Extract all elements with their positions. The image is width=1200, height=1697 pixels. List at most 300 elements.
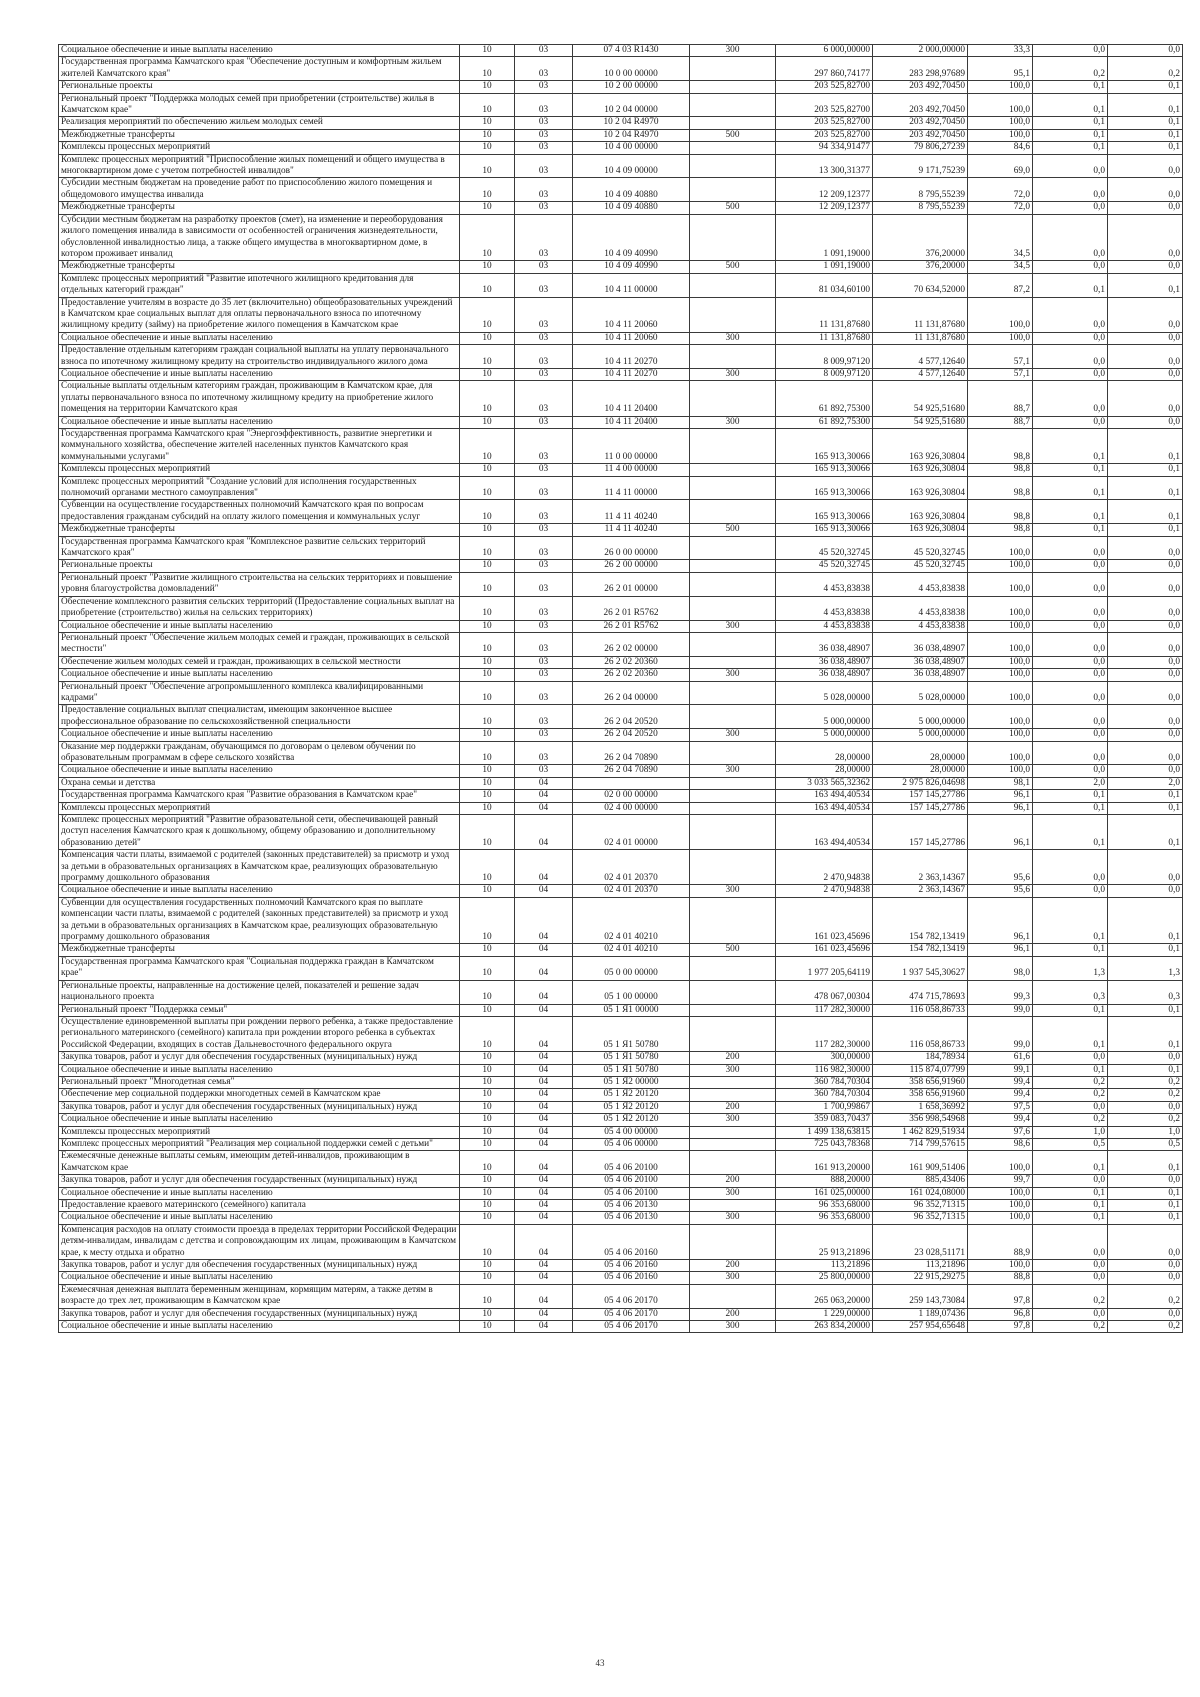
executed-amount-cell: 36 038,48907 [873,656,968,668]
planned-amount-cell: 96 353,68000 [776,1200,873,1212]
section-code-cell: 10 [460,332,515,344]
expense-type-code-cell [690,560,776,572]
section-code-cell: 10 [460,790,515,802]
page-number: 43 [595,1658,605,1668]
section-code-cell: 10 [460,1187,515,1199]
executed-amount-cell: 885,43406 [873,1175,968,1187]
table-row [59,57,1183,81]
target-article-code-cell: 07 4 03 R1430 [573,45,690,57]
subsection-code-cell: 04 [515,850,573,885]
subsection-code-cell: 03 [515,381,573,416]
item-name-cell: Субсидии местным бюджетам на разработку проектов (смет), на изменение и переоборудования жилого помещения инвалида в зависимости от особенностей ограничения жизнедеятельности, обусловленной инвалидностью лица, а также общего имущества в многоквартирном доме, в котором проживает инвалид [59,214,460,261]
subsection-code-cell: 04 [515,956,573,980]
executed-amount-cell: 376,20000 [873,261,968,273]
planned-amount-cell: 36 038,48907 [776,669,873,681]
expense-type-code-cell [690,1151,776,1175]
table-row [59,332,1183,344]
execution-percent-cell: 97,5 [968,1101,1033,1113]
executed-amount-cell: 1 189,07436 [873,1308,968,1320]
section-code-cell: 10 [460,815,515,850]
share-percent-a-cell: 0,1 [1033,815,1108,850]
target-article-code-cell: 05 1 Я1 00000 [573,1004,690,1016]
expense-type-code-cell: 200 [690,1260,776,1272]
share-percent-a-cell: 0,0 [1033,381,1108,416]
item-name-cell: Комплексы процессных мероприятий [59,142,460,154]
target-article-code-cell: 11 4 11 40240 [573,524,690,536]
expense-type-code-cell [690,536,776,560]
item-name-cell: Закупка товаров, работ и услуг для обеспечения государственных (муниципальных) нужд [59,1101,460,1113]
expense-type-code-cell [690,345,776,369]
executed-amount-cell: 376,20000 [873,214,968,261]
expense-type-code-cell [690,1126,776,1138]
planned-amount-cell: 94 334,91477 [776,142,873,154]
section-code-cell: 10 [460,656,515,668]
expense-type-code-cell: 300 [690,669,776,681]
planned-amount-cell: 3 033 565,32362 [776,777,873,789]
expense-type-code-cell [690,777,776,789]
subsection-code-cell: 03 [515,741,573,765]
share-percent-a-cell: 0,1 [1033,117,1108,129]
share-percent-a-cell: 0,0 [1033,368,1108,380]
expense-type-code-cell [690,464,776,476]
expense-type-code-cell [690,790,776,802]
share-percent-b-cell: 0,1 [1108,815,1183,850]
table-row [59,500,1183,524]
executed-amount-cell: 184,78934 [873,1052,968,1064]
item-name-cell: Социальные выплаты отдельным категориям граждан, проживающим в Камчатском крае, для уплаты первоначального взноса по ипотечному жилищному кредиту на приобретение жилого помещения на территории Камчатского края [59,381,460,416]
planned-amount-cell: 4 453,83838 [776,596,873,620]
executed-amount-cell: 5 000,00000 [873,729,968,741]
target-article-code-cell: 05 4 06 20170 [573,1308,690,1320]
section-code-cell: 10 [460,57,515,81]
share-percent-b-cell: 0,0 [1108,1308,1183,1320]
section-code-cell: 10 [460,1284,515,1308]
section-code-cell: 10 [460,1200,515,1212]
target-article-code-cell: 26 2 01 R5762 [573,620,690,632]
subsection-code-cell: 03 [515,620,573,632]
section-code-cell: 10 [460,129,515,141]
planned-amount-cell: 45 520,32745 [776,536,873,560]
table-row [59,765,1183,777]
section-code-cell: 10 [460,632,515,656]
table-row [59,214,1183,261]
target-article-code-cell: 10 4 11 20400 [573,381,690,416]
executed-amount-cell: 36 038,48907 [873,632,968,656]
table-row [59,273,1183,297]
item-name-cell: Обеспечение мер социальной поддержки многодетных семей в Камчатском крае [59,1089,460,1101]
subsection-code-cell: 03 [515,57,573,81]
item-name-cell: Предоставление краевого материнского (семейного) капитала [59,1200,460,1212]
share-percent-a-cell: 0,1 [1033,129,1108,141]
share-percent-a-cell: 0,0 [1033,214,1108,261]
section-code-cell: 10 [460,202,515,214]
share-percent-a-cell: 0,0 [1033,850,1108,885]
execution-percent-cell: 100,0 [968,705,1033,729]
section-code-cell: 10 [460,620,515,632]
planned-amount-cell: 161 025,00000 [776,1187,873,1199]
table-row [59,897,1183,944]
target-article-code-cell [573,777,690,789]
section-code-cell: 10 [460,1089,515,1101]
share-percent-b-cell: 0,2 [1108,1114,1183,1126]
table-row [59,572,1183,596]
execution-percent-cell: 100,0 [968,1212,1033,1224]
executed-amount-cell: 157 145,27786 [873,815,968,850]
table-row [59,729,1183,741]
item-name-cell: Социальное обеспечение и иные выплаты населению [59,765,460,777]
item-name-cell: Межбюджетные трансферты [59,261,460,273]
subsection-code-cell: 04 [515,1004,573,1016]
share-percent-b-cell: 0,3 [1108,980,1183,1004]
executed-amount-cell: 163 926,30804 [873,476,968,500]
item-name-cell: Комплексы процессных мероприятий [59,464,460,476]
target-article-code-cell: 05 1 Я2 20120 [573,1101,690,1113]
execution-percent-cell: 100,0 [968,1187,1033,1199]
execution-percent-cell: 98,8 [968,429,1033,464]
share-percent-b-cell: 0,0 [1108,729,1183,741]
executed-amount-cell: 474 715,78693 [873,980,968,1004]
item-name-cell: Социальное обеспечение и иные выплаты населению [59,1064,460,1076]
item-name-cell: Субвенции для осуществления государственных полномочий Камчатского края по выплате компенсации части платы, взимаемой с родителей (законных представителей) за присмотр и уход за детьми в образовательных организациях в Камчатском крае, реализующих образовательную программу дошкольного образования [59,897,460,944]
executed-amount-cell: 45 520,32745 [873,536,968,560]
target-article-code-cell: 10 4 09 40990 [573,214,690,261]
planned-amount-cell: 165 913,30066 [776,500,873,524]
section-code-cell: 10 [460,897,515,944]
execution-percent-cell: 97,6 [968,1126,1033,1138]
share-percent-b-cell: 0,1 [1108,500,1183,524]
executed-amount-cell: 259 143,73084 [873,1284,968,1308]
section-code-cell: 10 [460,81,515,93]
target-article-code-cell: 10 4 09 00000 [573,154,690,178]
executed-amount-cell: 54 925,51680 [873,381,968,416]
share-percent-b-cell: 0,1 [1108,93,1183,117]
expense-type-code-cell [690,1284,776,1308]
subsection-code-cell: 03 [515,524,573,536]
share-percent-b-cell: 0,0 [1108,705,1183,729]
target-article-code-cell: 10 2 00 00000 [573,81,690,93]
share-percent-b-cell: 0,0 [1108,214,1183,261]
table-row [59,656,1183,668]
table-row [59,1212,1183,1224]
share-percent-a-cell: 0,0 [1033,345,1108,369]
execution-percent-cell: 98,6 [968,1138,1033,1150]
item-name-cell: Социальное обеспечение и иные выплаты населению [59,1114,460,1126]
share-percent-a-cell: 0,0 [1033,1272,1108,1284]
planned-amount-cell: 203 525,82700 [776,117,873,129]
expense-type-code-cell: 300 [690,885,776,897]
section-code-cell: 10 [460,596,515,620]
share-percent-a-cell: 0,1 [1033,273,1108,297]
planned-amount-cell: 163 494,40534 [776,802,873,814]
table-row [59,1089,1183,1101]
execution-percent-cell: 98,8 [968,500,1033,524]
share-percent-b-cell: 0,2 [1108,1321,1183,1333]
subsection-code-cell: 04 [515,1260,573,1272]
section-code-cell: 10 [460,429,515,464]
share-percent-b-cell: 0,0 [1108,261,1183,273]
table-row [59,261,1183,273]
share-percent-b-cell: 0,2 [1108,1089,1183,1101]
item-name-cell: Региональные проекты [59,560,460,572]
item-name-cell: Обеспечение комплексного развития сельских территорий (Предоставление социальных выплат на приобретение (строительство) жилья на сельских территориях) [59,596,460,620]
target-article-code-cell: 05 4 00 00000 [573,1126,690,1138]
section-code-cell: 10 [460,154,515,178]
executed-amount-cell: 161 024,08000 [873,1187,968,1199]
subsection-code-cell: 04 [515,1076,573,1088]
share-percent-b-cell: 0,5 [1108,1138,1183,1150]
target-article-code-cell: 10 4 11 00000 [573,273,690,297]
share-percent-b-cell: 0,0 [1108,885,1183,897]
planned-amount-cell: 8 009,97120 [776,368,873,380]
expense-type-code-cell: 300 [690,729,776,741]
item-name-cell: Субвенции на осуществление государственных полномочий Камчатского края по вопросам предоставления гражданам субсидий на оплату жилого помещения и коммунальных услуг [59,500,460,524]
share-percent-b-cell: 0,0 [1108,765,1183,777]
section-code-cell: 10 [460,1224,515,1259]
expense-type-code-cell [690,154,776,178]
share-percent-b-cell: 0,0 [1108,620,1183,632]
subsection-code-cell: 03 [515,261,573,273]
section-code-cell: 10 [460,1016,515,1051]
target-article-code-cell: 26 2 04 00000 [573,681,690,705]
executed-amount-cell: 2 363,14367 [873,885,968,897]
expense-type-code-cell [690,1076,776,1088]
share-percent-a-cell: 0,0 [1033,632,1108,656]
share-percent-b-cell: 0,0 [1108,656,1183,668]
planned-amount-cell: 300,00000 [776,1052,873,1064]
section-code-cell: 10 [460,741,515,765]
subsection-code-cell: 04 [515,897,573,944]
executed-amount-cell: 161 909,51406 [873,1151,968,1175]
expense-type-code-cell [690,273,776,297]
executed-amount-cell: 70 634,52000 [873,273,968,297]
executed-amount-cell: 11 131,87680 [873,297,968,332]
section-code-cell: 10 [460,142,515,154]
share-percent-b-cell: 0,0 [1108,154,1183,178]
share-percent-a-cell: 0,0 [1033,705,1108,729]
table-row [59,1151,1183,1175]
share-percent-a-cell: 0,0 [1033,620,1108,632]
subsection-code-cell: 03 [515,142,573,154]
expense-type-code-cell [690,850,776,885]
table-row [59,620,1183,632]
expense-type-code-cell [690,1138,776,1150]
share-percent-a-cell: 0,1 [1033,1200,1108,1212]
section-code-cell: 10 [460,536,515,560]
expense-type-code-cell: 300 [690,1114,776,1126]
table-row [59,596,1183,620]
expense-type-code-cell [690,117,776,129]
subsection-code-cell: 04 [515,777,573,789]
execution-percent-cell: 100,0 [968,729,1033,741]
planned-amount-cell: 163 494,40534 [776,815,873,850]
expense-type-code-cell: 300 [690,368,776,380]
item-name-cell: Региональный проект "Поддержка молодых семей при приобретении (строительстве) жилья в Камчатском крае" [59,93,460,117]
table-row [59,956,1183,980]
item-name-cell: Закупка товаров, работ и услуг для обеспечения государственных (муниципальных) нужд [59,1308,460,1320]
table-row [59,297,1183,332]
subsection-code-cell: 03 [515,81,573,93]
target-article-code-cell: 10 4 11 20270 [573,368,690,380]
target-article-code-cell: 05 4 06 20160 [573,1224,690,1259]
item-name-cell: Предоставление учителям в возрасте до 35 лет (включительно) общеобразовательных учреждений в Камчатском крае социальных выплат для оплаты первоначального взноса по ипотечному жилищному кредиту (займу) на приобретение жилого помещения в Камчатском крае [59,297,460,332]
table-row [59,1260,1183,1272]
item-name-cell: Комплексы процессных мероприятий [59,1126,460,1138]
expense-type-code-cell [690,81,776,93]
share-percent-a-cell: 1,0 [1033,1126,1108,1138]
planned-amount-cell: 360 784,70304 [776,1076,873,1088]
executed-amount-cell: 2 000,00000 [873,45,968,57]
subsection-code-cell: 04 [515,1126,573,1138]
table-row [59,429,1183,464]
planned-amount-cell: 359 083,70437 [776,1114,873,1126]
share-percent-a-cell: 0,1 [1033,429,1108,464]
table-row [59,1200,1183,1212]
item-name-cell: Социальное обеспечение и иные выплаты населению [59,669,460,681]
subsection-code-cell: 03 [515,536,573,560]
item-name-cell: Государственная программа Камчатского края "Обеспечение доступным и комфортным жильем жителей Камчатского края" [59,57,460,81]
planned-amount-cell: 478 067,00304 [776,980,873,1004]
executed-amount-cell: 45 520,32745 [873,560,968,572]
subsection-code-cell: 04 [515,980,573,1004]
share-percent-b-cell: 0,0 [1108,202,1183,214]
share-percent-a-cell: 0,0 [1033,560,1108,572]
section-code-cell: 10 [460,956,515,980]
planned-amount-cell: 36 038,48907 [776,632,873,656]
planned-amount-cell: 113,21896 [776,1260,873,1272]
executed-amount-cell: 9 171,75239 [873,154,968,178]
execution-percent-cell: 96,1 [968,944,1033,956]
item-name-cell: Государственная программа Камчатского края "Энергоэффективность, развитие энергетики и коммунального хозяйства, обеспечение жителей населенных пунктов Камчатского края коммунальными услугами" [59,429,460,464]
share-percent-a-cell: 0,1 [1033,524,1108,536]
target-article-code-cell: 10 4 09 40880 [573,202,690,214]
section-code-cell: 10 [460,1175,515,1187]
execution-percent-cell: 99,3 [968,980,1033,1004]
subsection-code-cell: 03 [515,681,573,705]
executed-amount-cell: 1 937 545,30627 [873,956,968,980]
table-row [59,815,1183,850]
section-code-cell: 10 [460,1308,515,1320]
target-article-code-cell: 05 4 06 20100 [573,1187,690,1199]
planned-amount-cell: 165 913,30066 [776,464,873,476]
share-percent-a-cell: 0,1 [1033,1064,1108,1076]
subsection-code-cell: 04 [515,1175,573,1187]
planned-amount-cell: 6 000,00000 [776,45,873,57]
share-percent-b-cell: 0,0 [1108,1052,1183,1064]
table-row [59,1175,1183,1187]
share-percent-b-cell: 0,2 [1108,1284,1183,1308]
share-percent-a-cell: 0,0 [1033,656,1108,668]
section-code-cell: 10 [460,669,515,681]
table-row [59,1308,1183,1320]
subsection-code-cell: 03 [515,368,573,380]
expense-type-code-cell [690,815,776,850]
section-code-cell: 10 [460,1321,515,1333]
execution-percent-cell: 72,0 [968,202,1033,214]
subsection-code-cell: 03 [515,476,573,500]
executed-amount-cell: 8 795,55239 [873,178,968,202]
subsection-code-cell: 04 [515,1151,573,1175]
share-percent-a-cell: 0,0 [1033,332,1108,344]
item-name-cell: Обеспечение жильем молодых семей и граждан, проживающих в сельской местности [59,656,460,668]
budget-table [58,44,1183,1333]
share-percent-b-cell: 0,1 [1108,1016,1183,1051]
executed-amount-cell: 96 352,71315 [873,1212,968,1224]
share-percent-b-cell: 0,0 [1108,850,1183,885]
execution-percent-cell: 96,8 [968,1308,1033,1320]
target-article-code-cell: 02 4 00 00000 [573,802,690,814]
execution-percent-cell: 100,0 [968,117,1033,129]
table-row [59,178,1183,202]
execution-percent-cell: 100,0 [968,572,1033,596]
table-row [59,1126,1183,1138]
item-name-cell: Комплекс процессных мероприятий "Развитие образовательной сети, обеспечивающей равный доступ населения Камчатского края к дошкольному, общему образованию и дополнительному образованию детей" [59,815,460,850]
execution-percent-cell: 98,8 [968,524,1033,536]
share-percent-a-cell: 0,1 [1033,1151,1108,1175]
planned-amount-cell: 263 834,20000 [776,1321,873,1333]
execution-percent-cell: 100,0 [968,560,1033,572]
item-name-cell: Охрана семьи и детства [59,777,460,789]
planned-amount-cell: 25 800,00000 [776,1272,873,1284]
section-code-cell: 10 [460,416,515,428]
execution-percent-cell: 57,1 [968,345,1033,369]
share-percent-a-cell: 0,1 [1033,1016,1108,1051]
share-percent-a-cell: 0,1 [1033,897,1108,944]
target-article-code-cell: 10 4 09 40880 [573,178,690,202]
item-name-cell: Ежемесячные денежные выплаты семьям, имеющим детей-инвалидов, проживающим в Камчатском крае [59,1151,460,1175]
executed-amount-cell: 4 577,12640 [873,368,968,380]
section-code-cell: 10 [460,681,515,705]
table-row [59,1224,1183,1259]
target-article-code-cell: 26 2 01 00000 [573,572,690,596]
section-code-cell: 10 [460,368,515,380]
share-percent-a-cell: 0,0 [1033,669,1108,681]
table-row [59,705,1183,729]
execution-percent-cell: 87,2 [968,273,1033,297]
section-code-cell: 10 [460,214,515,261]
planned-amount-cell: 45 520,32745 [776,560,873,572]
target-article-code-cell: 10 4 11 20400 [573,416,690,428]
item-name-cell: Закупка товаров, работ и услуг для обеспечения государственных (муниципальных) нужд [59,1052,460,1064]
item-name-cell: Комплекс процессных мероприятий "Реализация мер социальной поддержки семей с детьми" [59,1138,460,1150]
executed-amount-cell: 115 874,07799 [873,1064,968,1076]
planned-amount-cell: 116 982,30000 [776,1064,873,1076]
planned-amount-cell: 161 023,45696 [776,944,873,956]
subsection-code-cell: 03 [515,632,573,656]
expense-type-code-cell [690,1200,776,1212]
executed-amount-cell: 116 058,86733 [873,1016,968,1051]
expense-type-code-cell: 500 [690,202,776,214]
subsection-code-cell: 03 [515,656,573,668]
table-row [59,476,1183,500]
expense-type-code-cell [690,956,776,980]
target-article-code-cell: 26 2 02 00000 [573,632,690,656]
table-row [59,1138,1183,1150]
section-code-cell: 10 [460,1004,515,1016]
item-name-cell: Региональный проект "Развитие жилищного строительства на сельских территориях и повышение уровня благоустройства домовладений" [59,572,460,596]
item-name-cell: Закупка товаров, работ и услуг для обеспечения государственных (муниципальных) нужд [59,1260,460,1272]
item-name-cell: Субсидии местным бюджетам на проведение работ по приспособлению жилого помещения и общедомового имущества инвалида [59,178,460,202]
target-article-code-cell: 05 1 00 00000 [573,980,690,1004]
planned-amount-cell: 2 470,94838 [776,850,873,885]
target-article-code-cell: 02 4 01 00000 [573,815,690,850]
execution-percent-cell: 100,0 [968,536,1033,560]
share-percent-b-cell: 0,0 [1108,45,1183,57]
share-percent-b-cell: 0,0 [1108,632,1183,656]
execution-percent-cell: 95,6 [968,850,1033,885]
executed-amount-cell: 358 656,91960 [873,1076,968,1088]
item-name-cell: Социальное обеспечение и иные выплаты населению [59,1321,460,1333]
share-percent-b-cell: 0,0 [1108,1224,1183,1259]
